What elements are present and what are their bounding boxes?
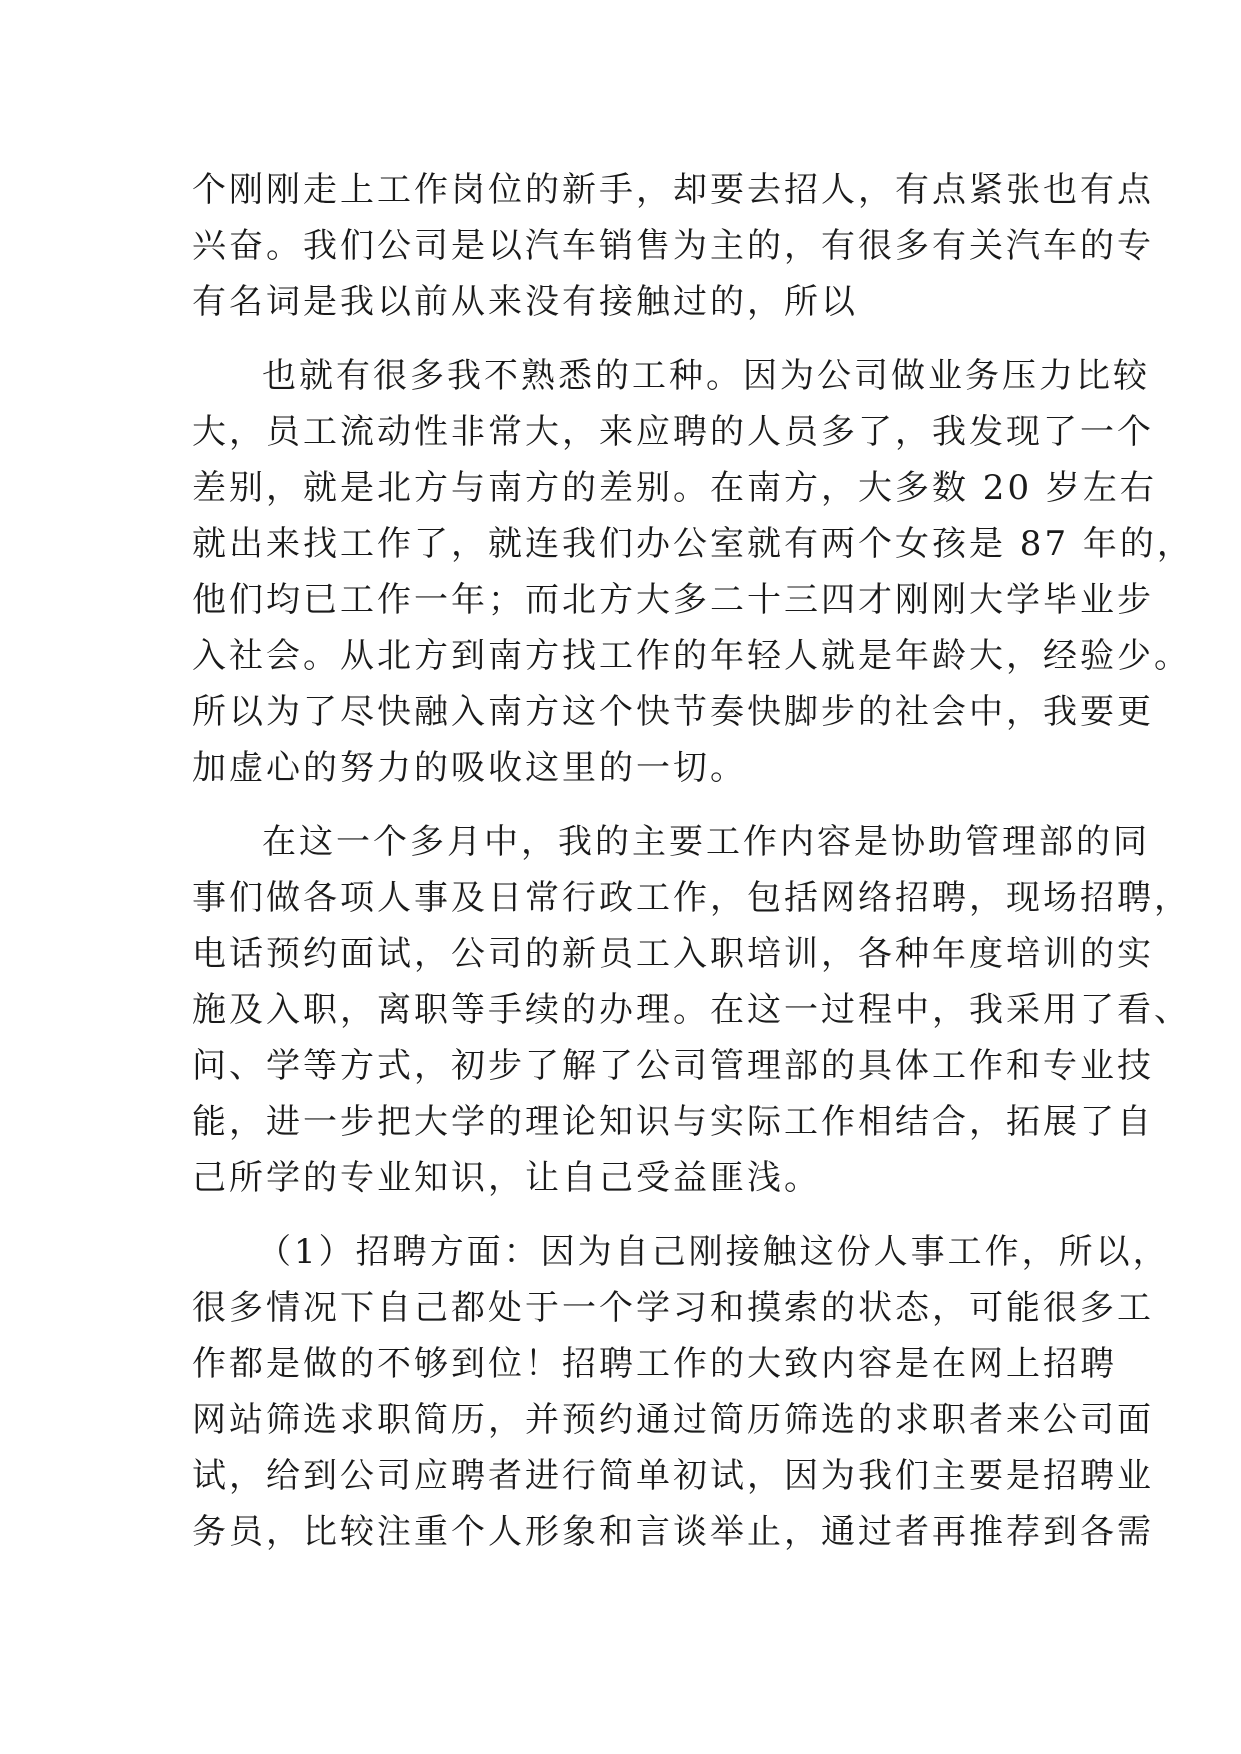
text-line: 很多情况下自己都处于一个学习和摸索的状态，可能很多工 [192, 1288, 1154, 1328]
text-line: 能，进一步把大学的理论知识与实际工作相结合，拓展了自 [192, 1102, 1154, 1142]
paragraph [192, 162, 1154, 330]
text-line: 所以为了尽快融入南方这个快节奏快脚步的社会中，我要更 [192, 692, 1154, 732]
text-line: 个刚刚走上工作岗位的新手，却要去招人，有点紧张也有点 [192, 170, 1154, 210]
text-line: 在这一个多月中，我的主要工作内容是协助管理部的同 [262, 822, 1150, 862]
text-line: （1）招聘方面：因为自己刚接触这份人事工作，所以， [257, 1232, 1170, 1272]
paragraph [192, 348, 1194, 796]
text-line: 事们做各项人事及日常行政工作，包括网络招聘，现场招聘， [192, 878, 1191, 918]
text-line: 问、学等方式，初步了解了公司管理部的具体工作和专业技 [192, 1046, 1154, 1086]
text-line: 作都是做的不够到位！招聘工作的大致内容是在网上招聘 [192, 1344, 1117, 1384]
document-body [192, 162, 1194, 1560]
text-line: 兴奋。我们公司是以汽车销售为主的，有很多有关汽车的专 [192, 226, 1154, 266]
text-line: 己所学的专业知识，让自己受益匪浅。 [192, 1158, 821, 1198]
text-line: 大，员工流动性非常大，来应聘的人员多了，我发现了一个 [192, 412, 1154, 452]
text-line: 加虚心的努力的吸收这里的一切。 [192, 748, 747, 788]
text-line: 务员，比较注重个人形象和言谈举止，通过者再推荐到各需 [192, 1512, 1154, 1552]
text-line: 网站筛选求职简历，并预约通过简历筛选的求职者来公司面 [192, 1400, 1154, 1440]
text-line: 入社会。从北方到南方找工作的年轻人就是年龄大，经验少。 [192, 636, 1191, 676]
text-line: 试，给到公司应聘者进行简单初试，因为我们主要是招聘业 [192, 1456, 1154, 1496]
text-line: 也就有很多我不熟悉的工种。因为公司做业务压力比较 [262, 356, 1150, 396]
text-line: 就出来找工作了，就连我们办公室就有两个女孩是 87 年的， [192, 524, 1194, 564]
text-line: 他们均已工作一年；而北方大多二十三四才刚刚大学毕业步 [192, 580, 1154, 620]
paragraph [192, 1224, 1170, 1560]
paragraph [192, 814, 1191, 1206]
text-line: 差别，就是北方与南方的差别。在南方，大多数 20 岁左右 [192, 468, 1157, 508]
text-line: 施及入职，离职等手续的办理。在这一过程中，我采用了看、 [192, 990, 1191, 1030]
text-line: 电话预约面试，公司的新员工入职培训，各种年度培训的实 [192, 934, 1154, 974]
text-line: 有名词是我以前从来没有接触过的，所以 [192, 282, 858, 322]
